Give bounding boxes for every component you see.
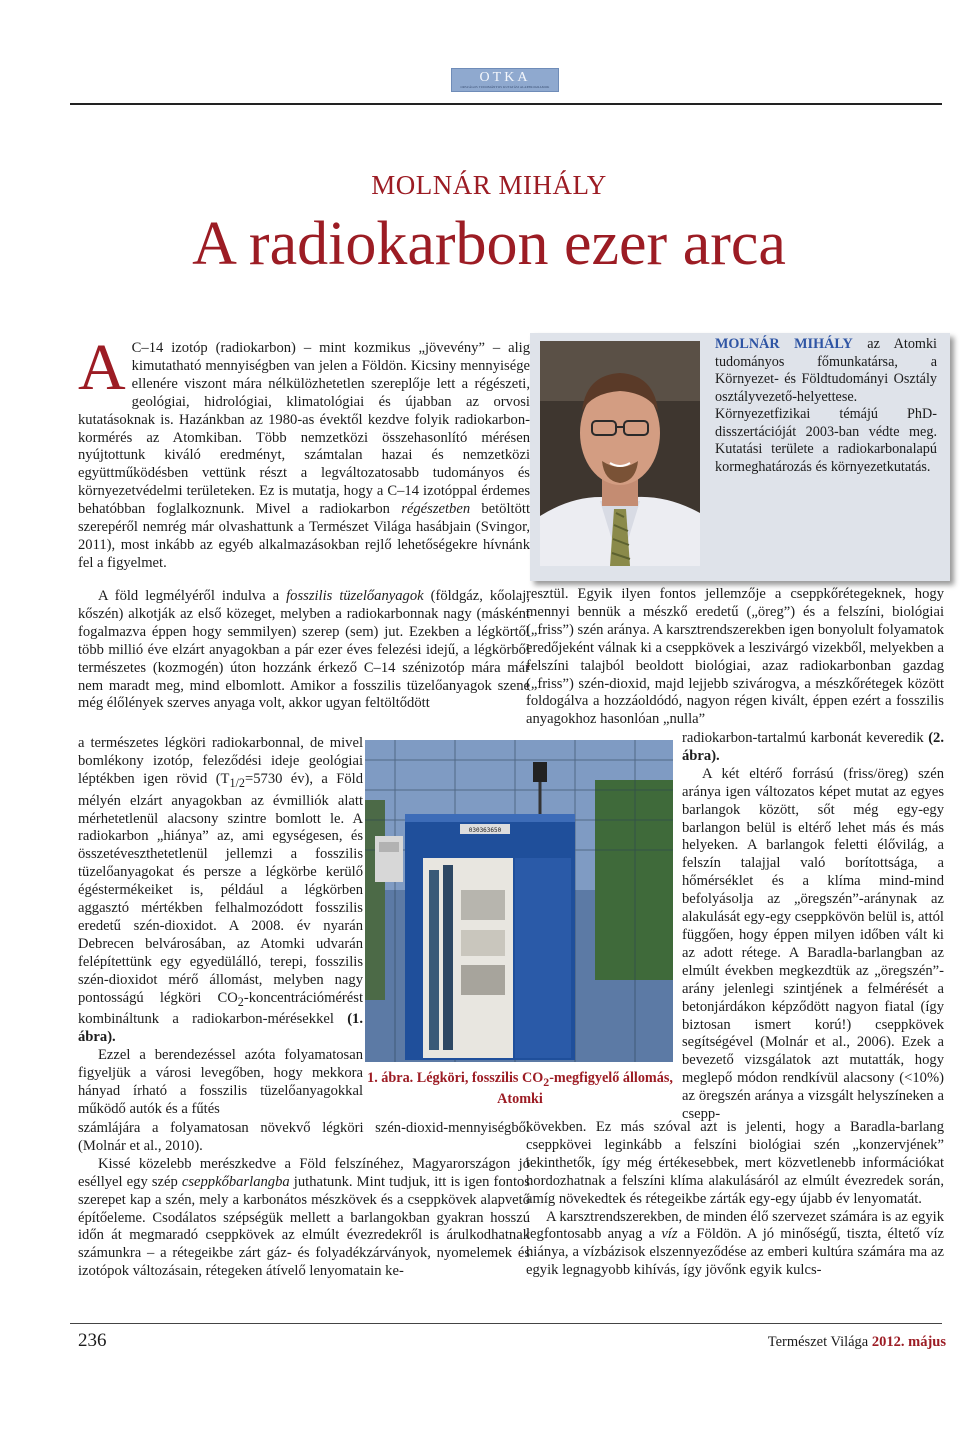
figure-1-reference: (1. ábra). — [78, 1011, 363, 1046]
page-number: 236 — [78, 1330, 107, 1351]
r5-text-b: a Földön. A jó minőségű, tiszta, éltető víz hiánya, a vízbázisok elszennyeződése az emberi kultúra számára ma az egyik legnagyobb kihívás, így jövőnk egyik kulcs- — [526, 1226, 944, 1279]
header-rule — [70, 103, 942, 105]
paragraph-fossil-fuels — [78, 588, 530, 713]
p4-text-a: Kissé közelebb merészkedve a Föld felszínéhez, Magyarországon jó eséllyel egy szép — [78, 1155, 530, 1190]
paragraph-station-cont — [78, 1120, 530, 1281]
journal-footer — [768, 1334, 946, 1351]
p3-text-a: Ezzel a berendezéssel azóta folyamatosan figyeljük a városi levegőben, hogy mekkora hányad írható a fosszilis tüzelőanyagokkal működő autók és a fűtés — [78, 1047, 363, 1117]
p4-emphasis: cseppkőbarlangba — [181, 1173, 290, 1190]
figure-2-reference: (2. ábra). — [682, 730, 944, 764]
drop-cap: A — [78, 331, 126, 404]
journal-issue: 2012. május — [871, 1334, 946, 1350]
intro-paragraph — [78, 331, 530, 573]
logo-mark: OTKA — [479, 70, 531, 85]
p3-text-b: számlájára a folyamatosan növekvő légköri szén-dioxid-mennyiségből (Molnár et al., 2010). — [78, 1120, 530, 1154]
p2-text-e: -koncentrációmérést kombináltunk a radiokarbon-mérésekkel — [78, 989, 363, 1028]
intro-emphasis: régészetben — [401, 501, 471, 518]
r5-text-a: A karsztrendszerekben, de minden élő szervezet számára is az egyik legfontosabb anyag a — [526, 1208, 944, 1243]
journal-name: Természet Világa — [767, 1334, 872, 1350]
p4-text-b: juthatunk. Mint tudjuk, itt is igen fontos szerepet kap a szén, mely a karbonátos mészkövek és a cseppkövek alapvető építőeleme. Csodálatos szépségük mellett a barlangokban gyakran hosszú időn át megmaradó cseppkövek az elmúlt évezredekről is árulkodhatnak számunkra – a rétegeikbe zárt gáz- és folyadékzárványok, nyomelemek és izotópok változásain, rétegeken átívelő lenyomatain ke- — [78, 1173, 530, 1280]
p2-text-a: A föld legmélyéről indulva a — [98, 588, 287, 604]
paragraph-station — [78, 1047, 363, 1119]
paragraph-fossil-fuels-cont — [78, 735, 363, 1119]
r4-text: kövekben. Ez más szóval azt is jelenti, hogy a Baradla-barlang cseppkövei leginkább a felszíni biológiai szén „konzervjének” tekinthetők, így még értékesebbek, mert közvetlenebb információkat hordozhatnak a felszíni klíma alakulásáról az elmúlt évezredek során, amíg növekedtek és rétegeikbe zárták egy-egy újabb év lenyomatát. — [526, 1119, 944, 1207]
bio-description: az Atomki tudományos főmunkatársa, a Környezet- és Földtudományi Osztály osztályvezető-helyettese. Környezetfizikai témájú PhD-disszertációját 2003-ban védte meg. Kutatási területe a radiokarbonalapú kormeghatározás és környezetkutatás. — [715, 336, 937, 475]
bio-author-name: MOLNÁR MIHÁLY — [715, 336, 853, 352]
co2-subscript: 2 — [237, 994, 244, 1009]
portrait-image — [540, 341, 700, 566]
author-bio-text — [715, 336, 937, 476]
paragraph-caves — [526, 586, 944, 729]
caption-subscript: 2 — [543, 1074, 550, 1089]
paragraph-caves-cont — [682, 730, 944, 1124]
r3-text: A két eltérő forrású (friss/öreg) szén aránya igen változatos képet mutat az egyes barlangok között, sőt még egy-egy barlangon belül is eltérő lehet más és más helyeken. A barlangok feletti élővilág, a felszín talajjal való borítottsága, a hőmérséklet és a klíma mind-mind befolyásolja az „öregszén”-aránynak az alakulását egy-egy cseppkövön belül is, attól függően, hogy éppen milyen időben vált ki az adott rétege. A Baradla-barlangban az elmúlt években megkezdtük az „öregszén”-arány jelenlegi szintjének a felmérését a betonjárdákon képződött nagyon fiatal (így biztosan ismert korú!) cseppkövek segítségével (Molnár et al., 2006). Ezek a bevezető vizsgálatok azt mutatták, hogy meglepő módon rendkívül alacsony (<10%) az öregszén aránya a vizsgált helyszíneken a csepp- — [682, 765, 944, 1123]
caption-text-a: 1. ábra. Légköri, fosszilis CO — [367, 1070, 544, 1086]
p2-text-b: (földgáz, kőolaj, kőszén) alkotják az első közeget, melyben a radiokarbonnak nagy (másként fogalmazva éppen hogy semmilyen) szerep (sem) jut. Ezekben a légkörtől több millió éve elzárt anyagokban a pár ezer éves felezési idejű, a légkörből természetes (kozmogén) úton hozzánk érkező C–14 szénizotóp mára már nem maradt meg, mind elbomlott. Amikor a fosszilis tüzelőanyagok szene még élőlények szerves anyaga volt, akkor ugyan feltöltődött — [78, 588, 530, 712]
otka-logo — [451, 68, 559, 92]
figure-1-photo — [365, 740, 673, 1062]
p2-emphasis: fosszilis tüzelőanyagok — [286, 588, 424, 604]
r1-text: resztül. Egyik ilyen fontos jellemzője a cseppkőrétegeknek, hogy mennyi bennük a mészkő eredetű („öreg”) és a felszíni, biológiai („friss”) szén aránya. A karsztrendszerekben igen bonyolult folyamatok eredőjeként válnak ki a cseppkövek a leszivárgó vizekből, melyekben a felszíni talajból beoldott biológiai, azaz radiokarbonban gazdag („friss”) szén-dioxid, majd lejjebb szivárogva, a mészkőrétegek között foldogálva a hozzáoldódó, nagyon régen kivált, éppen ezért a fosszilis anyagokhoz hasonlóan „nulla” — [526, 586, 944, 728]
intro-text: C–14 izotóp (radiokarbon) – mint kozmikus „jövevény” – alig kimutatható mennyiségben van jelen a Földön. Kicsiny mennyisége ellenére viszont mára nélkülözhetetlen szereplője lett a régészeti, geológiai, hidrológiai, klimatológiai és újabban az orvosi kutatásoknak is. Hazánkban az 1980-as évektől kezdve folyik radiokarbon-kormérés az Atomkiban. Több nemzetközi összehasonlító mérésen nyújtottunk kiváló eredményt, számtalan hazai és nemzetközi együttműködésben vettünk részt a legváltozatosabb tudományos és környezetvédelmi területeken. Ez is mutatja, hogy a C–14 izotóppal érdemes behatóbban foglalkoznunk. Mivel a radiokarbon — [78, 340, 530, 518]
r5-emphasis: víz — [661, 1226, 678, 1243]
half-life-subscript: 1/2 — [229, 775, 246, 790]
p2-text-d: =5730 év), a Föld mélyén elzárt anyagokban az évmilliók alatt mérhetetlenül alacsony szintre bomlott le. A radiokarbon „hiánya” az, ami egységesen, és összetéveszthetetlenül jellemzi a fosszilis tüzelőanyagokat és persze a légkörbe kerülő égéstermékeiket is, például a légkörben aggasztó mértékben felhalmozódott fosszilis eredetű szén-dioxidot. A 2008. év nyarán Debrecen belvárosában, az Atomki udvarán felépítettünk egy egyedülálló, terepi, fosszilis szén-dioxidot mérő állomást, melyben nagy pontosságú légköri CO — [78, 770, 363, 1006]
figure-1-caption — [365, 1070, 675, 1109]
article-author: MOLNÁR MIHÁLY — [371, 170, 607, 200]
author-portrait — [540, 341, 700, 566]
monitoring-station-image — [365, 740, 673, 1062]
r2-text: radiokarbon-tartalmú karbonát keveredik — [682, 730, 929, 746]
caption-text-b: -megfigyelő állomás, Atomki — [497, 1070, 673, 1108]
paragraph-water — [526, 1119, 944, 1280]
logo-subtext: ORSZÁGOS TUDOMÁNYOS KUTATÁSI ALAPPROGRAMOK — [460, 85, 550, 89]
intro-text-2: betöltött szerepéről nemrég már olvashattunk a Természet Világa hasábjain (Svingor, 2011), most inkább az egyéb alkalmazásokban rejlő lehetőségekre hívnánk fel a figyelmet. — [78, 501, 530, 571]
p2-text-c: a természetes légköri radiokarbonnal, de mivel bomlékony izotóp, feleződési ideje geológiai léptékben igen rövid (T — [78, 735, 363, 787]
footer-rule — [70, 1323, 942, 1324]
station-label-code: 030363650 — [468, 827, 502, 834]
article-title: A radiokarbon ezer arca — [192, 210, 786, 278]
